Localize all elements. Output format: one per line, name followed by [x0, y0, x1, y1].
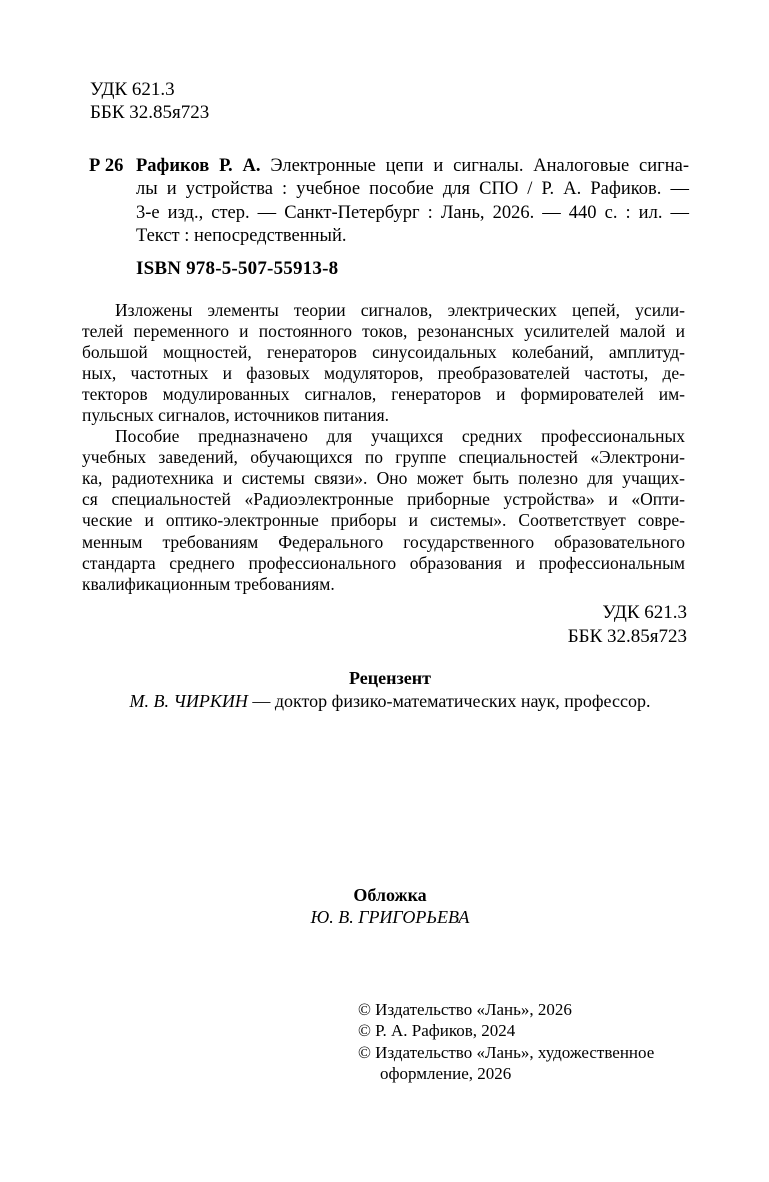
annotation-paragraph-audience: [82, 426, 685, 594]
annotation-block: [82, 300, 685, 595]
reviewer-heading: Рецензент: [349, 668, 431, 688]
udc-number-bottom: УДК 621.3: [602, 602, 687, 623]
text-line: ся специальностей «Радиоэлектронные приборные устройства» и «Опти-: [82, 489, 685, 510]
bib-line-first: [136, 155, 689, 178]
udc-bbk-footer: [82, 601, 687, 649]
udc-bbk-header: [90, 78, 209, 124]
reviewer-section: [82, 667, 698, 713]
reviewer-name: М. В. ЧИРКИН: [129, 691, 248, 711]
text-line: стандарта среднего профессионального образования и профессиональным: [82, 552, 685, 573]
reviewer-credentials: — доктор физико-математических наук, профессор.: [247, 691, 651, 711]
text-line: ческие и оптико-электронные приборы и системы». Соответствует совре-: [82, 510, 685, 531]
text-line: Изложены элементы теории сигналов, электрических цепей, усили-: [115, 300, 685, 320]
bib-title-text: Электронные цепи и сигналы. Аналоговые сигна-: [260, 156, 689, 176]
text-line: учебных заведений, обучающихся по группе специальностей «Электрони-: [82, 447, 685, 468]
text-line: Пособие предназначено для учащихся средних профессиональных: [115, 426, 685, 447]
text-line: © Издательство «Лань», 2026: [358, 1000, 572, 1019]
udc-number: УДК 621.3: [90, 79, 175, 100]
bib-lines-rest: [136, 178, 689, 248]
cover-credit-section: [82, 884, 698, 928]
annotation-paragraph-contents: [82, 300, 685, 426]
text-line: ных, частотных и фазовых модуляторов, преобразователей частоты, де-: [82, 363, 685, 384]
reviewer-line: [82, 690, 698, 713]
text-line: большой мощностей, генераторов синусоидальных колебаний, амплитуд-: [82, 342, 685, 363]
copyright-artwork: [358, 1042, 698, 1085]
cover-heading: Обложка: [353, 885, 427, 905]
text-line: лы и устройства : учебное пособие для СПО / Р. А. Рафиков. —: [136, 179, 689, 200]
cover-designer-name: Ю. В. ГРИГОРЬЕВА: [310, 907, 470, 927]
text-line: 3-е изд., стер. — Санкт-Петербург : Лань, 2026. — 440 с. : ил. —: [136, 202, 689, 223]
text-line: текторов модулированных сигналов, генераторов и формирователей им-: [82, 384, 685, 405]
text-line: ка, радиотехника и системы связи». Оно может быть полезно для учащих-: [82, 468, 685, 489]
isbn-number: ISBN 978-5-507-55913-8: [136, 258, 339, 279]
catalog-card: [89, 155, 689, 249]
copyright-author: [358, 1020, 698, 1041]
text-line: © Издательство «Лань», художественное: [358, 1042, 655, 1062]
bbk-number-bottom: ББК 32.85я723: [567, 626, 687, 647]
bibliographic-description: [136, 155, 689, 249]
text-line: © Р. А. Рафиков, 2024: [358, 1021, 516, 1041]
author-sign-label: Р 26: [89, 156, 124, 176]
text-line: оформление, 2026: [380, 1063, 512, 1083]
text-line: телей переменного и постоянного токов, резонансных усилителей малой и: [82, 321, 685, 342]
bbk-number: ББК 32.85я723: [90, 102, 210, 123]
text-line: менным требованиям Федерального государственного образовательного: [82, 531, 685, 552]
copyright-publisher: [358, 999, 698, 1020]
text-line: квалификационным требованиям.: [82, 573, 335, 594]
copyright-block: [358, 999, 698, 1084]
bib-author-name: Рафиков Р. А.: [136, 156, 261, 176]
text-line: пульсных сигналов, источников питания.: [82, 405, 390, 426]
text-line: Текст : непосредственный.: [136, 226, 347, 247]
